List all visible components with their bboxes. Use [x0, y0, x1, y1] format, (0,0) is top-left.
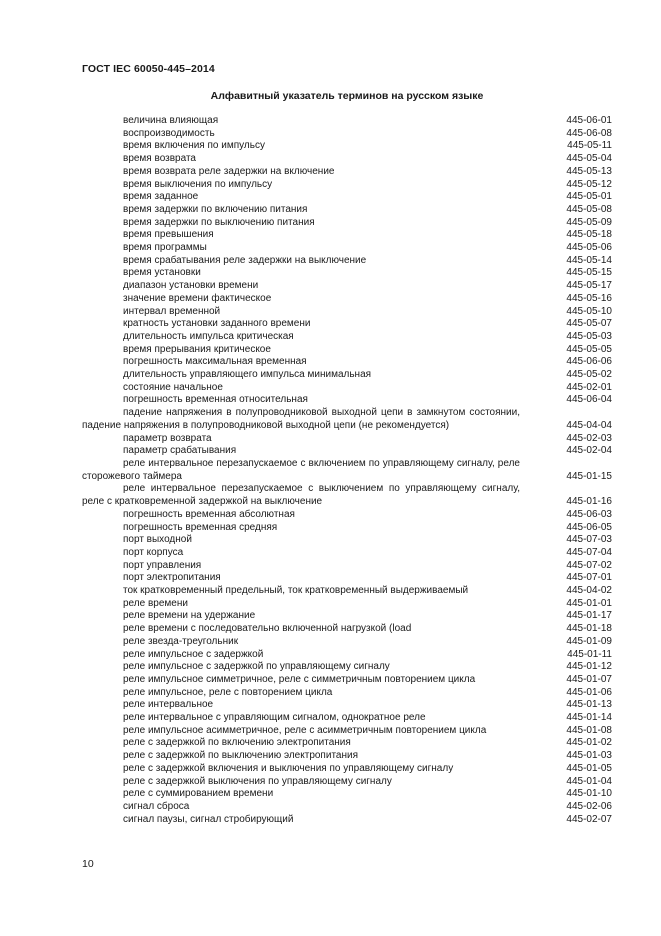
index-term-code: 445-05-02: [566, 369, 612, 381]
page-number: 10: [82, 858, 94, 870]
index-entry: [82, 128, 612, 141]
index-term: интервал временной: [123, 305, 221, 317]
index-term: реле импульсное с задержкой: [123, 648, 264, 660]
index-term: время возврата реле задержки на включение: [123, 165, 335, 177]
index-term-code: 445-01-06: [566, 686, 612, 698]
index-term-code: 445-01-02: [566, 737, 612, 749]
index-entry: [82, 204, 612, 217]
index-entry: [82, 407, 612, 432]
index-term: реле времени с последовательно включенной нагрузкой (load: [123, 623, 412, 635]
index-entry: [82, 356, 612, 369]
index-term-code: 445-01-09: [566, 635, 612, 647]
index-term: длительность управляющего импульса минимальная: [123, 369, 372, 381]
index-term: время задержки по включению питания: [123, 203, 308, 215]
index-term-code: 445-06-04: [566, 394, 612, 406]
index-term-code: 445-05-11: [567, 140, 612, 152]
index-entry: [82, 712, 612, 725]
index-term-code: 445-07-03: [566, 534, 612, 546]
index-term: время срабатывания реле задержки на выключение: [123, 254, 367, 266]
index-entry: [82, 179, 612, 192]
index-term-code: 445-05-04: [566, 153, 612, 165]
index-entry: [82, 115, 612, 128]
index-term-code: 445-05-17: [566, 280, 612, 292]
section-title: Алфавитный указатель терминов на русском языке: [210, 90, 484, 102]
index-entry: [82, 776, 612, 789]
index-term-code: 445-06-06: [566, 356, 612, 368]
index-term-code: 445-05-10: [566, 305, 612, 317]
index-term: порт электропитания: [123, 572, 221, 584]
index-term-code: 445-05-14: [566, 254, 612, 266]
index-term: реле с задержкой включения и выключения по управляющему сигналу: [123, 762, 454, 774]
index-entry: [82, 331, 612, 344]
index-term: реле с задержкой выключения по управляющему сигналу: [123, 775, 392, 787]
index-term-code: 445-05-05: [566, 343, 612, 355]
index-entry: [82, 750, 612, 763]
index-entry: [82, 509, 612, 522]
index-term-code: 445-01-13: [566, 699, 612, 711]
index-term: величина влияющая: [123, 115, 219, 126]
index-term-code: 445-01-11: [567, 648, 612, 660]
index-entry: [82, 166, 612, 179]
index-term-code: 445-07-01: [566, 572, 612, 584]
index-term-code: 445-05-18: [566, 229, 612, 241]
index-term: ток кратковременный предельный, ток кратковременный выдерживаемый: [123, 585, 469, 597]
index-term: реле интервальное с управляющим сигналом, однократное реле: [123, 712, 426, 724]
index-entry: [82, 763, 612, 776]
index-entry: [82, 140, 612, 153]
index-entry: [82, 623, 612, 636]
index-entry: [82, 547, 612, 560]
index-entry: [82, 522, 612, 535]
index-term-code: 445-01-15: [566, 470, 612, 482]
index-entry: [82, 369, 612, 382]
index-term: время возврата: [123, 153, 196, 165]
index-term-code: 445-01-16: [566, 496, 612, 508]
term-index-list: [82, 115, 612, 826]
index-entry: [82, 344, 612, 357]
index-term-code: 445-01-08: [566, 724, 612, 736]
index-term: реле интервальное перезапускаемое с выключением по управляющему сигналу, реле с кратковременной задержкой на выключение: [82, 483, 520, 508]
index-term-code: 445-01-14: [566, 712, 612, 724]
index-term: погрешность максимальная временная: [123, 356, 307, 368]
index-term-code: 445-05-01: [566, 191, 612, 203]
index-term: реле импульсное асимметричное, реле с асимметричным повторением цикла: [123, 724, 487, 736]
index-term: реле с задержкой по включению электропитания: [123, 737, 351, 749]
index-term: порт управления: [123, 559, 202, 571]
index-term-code: 445-01-10: [566, 788, 612, 800]
index-entry: [82, 306, 612, 319]
index-term: время заданное: [123, 191, 199, 203]
index-term: длительность импульса критическая: [123, 330, 294, 342]
index-entry: [82, 725, 612, 738]
index-term-code: 445-02-06: [566, 800, 612, 812]
index-term-code: 445-06-03: [566, 508, 612, 520]
index-entry: [82, 737, 612, 750]
index-term-code: 445-04-04: [566, 419, 612, 431]
index-term-code: 445-01-07: [566, 673, 612, 685]
index-entry: [82, 191, 612, 204]
index-term-code: 445-06-05: [566, 521, 612, 533]
index-term: время задержки по выключению питания: [123, 216, 315, 228]
index-term-code: 445-05-06: [566, 242, 612, 254]
index-entry: [82, 674, 612, 687]
index-term-code: 445-05-12: [566, 178, 612, 190]
index-term: порт выходной: [123, 534, 192, 546]
index-term: диапазон установки времени: [123, 280, 259, 292]
index-entry: [82, 229, 612, 242]
index-term-code: 445-07-04: [566, 546, 612, 558]
index-term: параметр срабатывания: [123, 445, 237, 457]
index-term: реле с суммированием времени: [123, 788, 274, 800]
index-term: время включения по импульсу: [123, 140, 265, 152]
index-entry: [82, 534, 612, 547]
index-term-code: 445-06-08: [566, 127, 612, 139]
index-term-code: 445-01-01: [566, 597, 612, 609]
index-term-code: 445-06-01: [566, 115, 612, 126]
index-term-code: 445-07-02: [566, 559, 612, 571]
index-entry: [82, 153, 612, 166]
index-term: погрешность временная относительная: [123, 394, 308, 406]
index-term: реле звезда-треугольник: [123, 635, 239, 647]
index-term-code: 445-02-03: [566, 432, 612, 444]
index-term-code: 445-01-05: [566, 762, 612, 774]
index-term: состояние начальное: [123, 381, 223, 393]
index-entry: [82, 649, 612, 662]
index-term-code: 445-05-08: [566, 203, 612, 215]
index-term-code: 445-02-04: [566, 445, 612, 457]
index-term-code: 445-01-04: [566, 775, 612, 787]
index-term: реле с задержкой по выключению электропитания: [123, 750, 358, 762]
index-term-code: 445-02-01: [566, 381, 612, 393]
index-term-code: 445-01-12: [566, 661, 612, 673]
index-entry: [82, 687, 612, 700]
index-entry: [82, 610, 612, 623]
index-term-code: 445-05-07: [566, 318, 612, 330]
index-entry: [82, 293, 612, 306]
index-entry: [82, 267, 612, 280]
document-standard-header: ГОСТ IEC 60050-445–2014: [82, 63, 215, 75]
index-entry: [82, 445, 612, 458]
index-term: значение времени фактическое: [123, 292, 272, 304]
index-term: реле импульсное симметричное, реле с симметричным повторением цикла: [123, 673, 476, 685]
index-entry: [82, 458, 612, 483]
index-term-code: 445-01-17: [566, 610, 612, 622]
index-entry: [82, 699, 612, 712]
index-entry: [82, 394, 612, 407]
index-entry: [82, 280, 612, 293]
index-entry: [82, 255, 612, 268]
index-term: время выключения по импульсу: [123, 178, 273, 190]
index-term-code: 445-05-09: [566, 216, 612, 228]
index-term: время программы: [123, 242, 207, 254]
index-term: время превышения: [123, 229, 214, 241]
index-term: реле интервальное перезапускаемое с включением по управляющему сигналу, реле сторожевого таймера: [82, 457, 520, 482]
index-term: параметр возврата: [123, 432, 212, 444]
index-entry: [82, 788, 612, 801]
index-term-code: 445-02-07: [566, 813, 612, 825]
index-term: время прерывания критическое: [123, 343, 271, 355]
index-term: погрешность временная средняя: [123, 521, 278, 533]
index-term-code: 445-05-16: [566, 292, 612, 304]
index-term-code: 445-05-13: [566, 165, 612, 177]
index-term: сигнал паузы, сигнал стробирующий: [123, 813, 294, 825]
index-entry: [82, 483, 612, 508]
index-term-code: 445-01-18: [566, 623, 612, 635]
index-term: порт корпуса: [123, 546, 184, 558]
index-term: падение напряжения в полупроводниковой выходной цепи в замкнутом состоянии, падение напряжения в полупроводниковой выходной цепи (не рекомендуется): [82, 407, 520, 431]
index-term: время установки: [123, 267, 201, 279]
index-entry: [82, 661, 612, 674]
index-entry: [82, 382, 612, 395]
index-term: сигнал сброса: [123, 800, 190, 812]
index-entry: [82, 572, 612, 585]
index-term-code: 445-04-02: [566, 585, 612, 597]
index-term: погрешность временная абсолютная: [123, 508, 295, 520]
index-term: реле импульсное с задержкой по управляющему сигналу: [123, 661, 390, 673]
index-term: реле времени на удержание: [123, 610, 256, 622]
index-entry: [82, 585, 612, 598]
index-term: реле импульсное, реле с повторением цикла: [123, 686, 333, 698]
index-entry: [82, 814, 612, 827]
index-entry: [82, 636, 612, 649]
index-entry: [82, 217, 612, 230]
index-term-code: 445-05-15: [566, 267, 612, 279]
index-term: реле времени: [123, 597, 188, 609]
index-term: кратность установки заданного времени: [123, 318, 311, 330]
index-entry: [82, 598, 612, 611]
index-term: воспроизводимость: [123, 127, 215, 139]
index-entry: [82, 242, 612, 255]
index-entry: [82, 318, 612, 331]
index-entry: [82, 433, 612, 446]
index-term-code: 445-05-03: [566, 330, 612, 342]
index-entry: [82, 560, 612, 573]
index-term-code: 445-01-03: [566, 750, 612, 762]
index-entry: [82, 801, 612, 814]
index-term: реле интервальное: [123, 699, 214, 711]
